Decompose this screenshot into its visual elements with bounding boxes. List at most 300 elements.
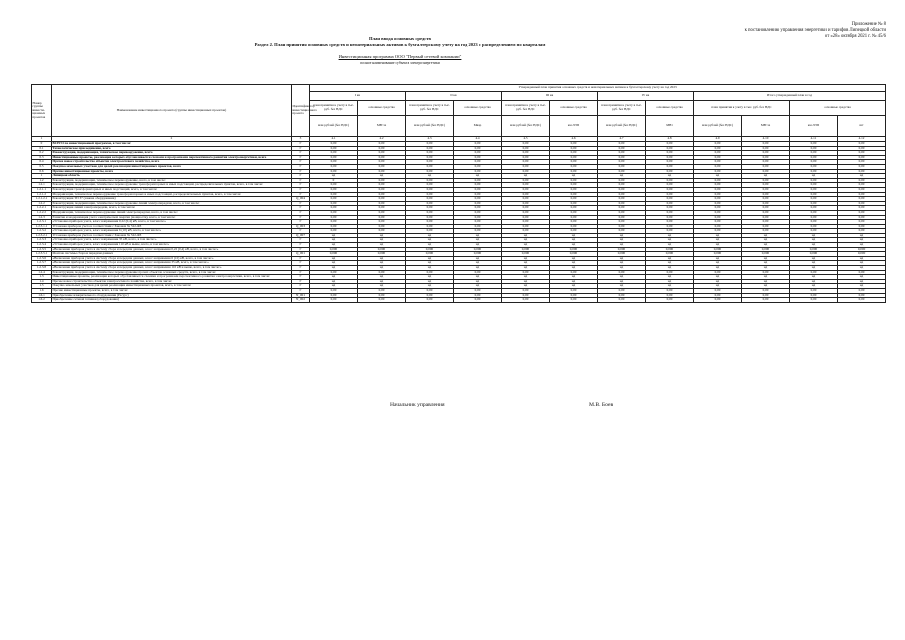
row-ident: Г	[292, 266, 310, 271]
value-cell: 0,00	[358, 197, 406, 202]
value-cell: 0,00	[694, 270, 742, 275]
value-cell: 0,00	[406, 229, 454, 234]
value-cell: 0,00	[838, 210, 886, 215]
value-cell: нд	[694, 174, 742, 179]
value-cell: 0,00	[694, 187, 742, 192]
value-cell: 0,00	[550, 151, 598, 156]
value-cell: 0,00	[694, 289, 742, 294]
value-cell: 0,00	[598, 178, 646, 183]
value-cell: 0,00	[550, 164, 598, 169]
value-cell: 0,00	[310, 298, 358, 303]
value-cell: 0,00	[598, 224, 646, 229]
row-number: 1.5	[32, 284, 52, 289]
value-cell: 0,00	[790, 155, 838, 160]
value-cell: 0,00	[694, 197, 742, 202]
value-cell: 0,00	[694, 146, 742, 151]
value-cell: нд	[358, 266, 406, 271]
value-cell: 0,00	[646, 187, 694, 192]
value-cell: нд	[358, 284, 406, 289]
row-number: 1.2.3.2	[32, 229, 52, 234]
row-number: 1.2.2.2	[32, 210, 52, 215]
value-cell: 0,00	[406, 298, 454, 303]
value-cell: 0,00	[838, 187, 886, 192]
value-cell: нд	[646, 256, 694, 261]
header-quarter: III кв	[502, 92, 598, 101]
plan-table	[31, 84, 886, 303]
value-cell: нд	[790, 256, 838, 261]
value-cell: 0,00	[790, 160, 838, 165]
row-number: 1.2.2.1	[32, 206, 52, 211]
value-cell: 0,00	[454, 142, 502, 147]
value-cell: 0,00	[598, 151, 646, 156]
value-cell: 0,000	[598, 252, 646, 257]
value-cell: нд	[790, 261, 838, 266]
value-cell: 0,00	[598, 183, 646, 188]
value-cell: нд	[598, 275, 646, 280]
header-quarter: II кв	[406, 92, 502, 101]
value-cell: нд	[838, 275, 886, 280]
value-cell: нд	[310, 256, 358, 261]
value-cell: 0,00	[358, 293, 406, 298]
value-cell: 0,00	[646, 201, 694, 206]
value-cell: 0,00	[310, 160, 358, 165]
value-cell: 0,00	[646, 151, 694, 156]
value-cell: 0,00	[358, 201, 406, 206]
row-ident: Г	[292, 215, 310, 220]
row-name: «Установка приборов учета, класс напряжения 35 кВ, всего, в том числе:»	[52, 238, 292, 243]
row-number: 1.2.1	[32, 183, 52, 188]
row-name: Реконструкция, модернизация, техническое перевооружение трансформаторных и иных подстанций, распределительных пунктов, всего, в том числе:	[52, 183, 292, 188]
row-name: Покупка земельных участков для целей реализации инвестиционных проектов, всего, в том числе:	[52, 284, 292, 289]
value-cell: нд	[502, 266, 550, 271]
value-cell: 0,00	[358, 206, 406, 211]
value-cell: 0,00	[838, 142, 886, 147]
value-cell: 0,00	[742, 160, 790, 165]
value-cell: 0,000	[598, 247, 646, 252]
value-cell: 0,00	[694, 142, 742, 147]
value-cell: нд	[790, 174, 838, 179]
value-cell: 0,00	[598, 201, 646, 206]
value-cell: нд	[406, 284, 454, 289]
value-cell: 0,00	[406, 146, 454, 151]
value-cell: 0,00	[646, 229, 694, 234]
value-cell: 0,00	[742, 164, 790, 169]
header-unit: шт	[838, 116, 886, 137]
value-cell: 0,00	[790, 210, 838, 215]
value-cell: нд	[358, 279, 406, 284]
value-cell: 0,00	[550, 142, 598, 147]
value-cell: 0,00	[598, 206, 646, 211]
header-cost: план принятия к учету в тыс. руб. без НДС	[694, 101, 790, 116]
value-cell: 0,00	[742, 215, 790, 220]
value-cell: нд	[358, 233, 406, 238]
value-cell: 0,00	[358, 178, 406, 183]
value-cell: нд	[838, 256, 886, 261]
row-number: 1.2.1.1	[32, 187, 52, 192]
value-cell: нд	[454, 275, 502, 280]
value-cell: 0,00	[790, 229, 838, 234]
value-cell: нд	[742, 261, 790, 266]
value-cell: 0,00	[694, 178, 742, 183]
row-ident: Г	[292, 155, 310, 160]
value-cell: 0,00	[838, 298, 886, 303]
value-cell: 0,00	[598, 142, 646, 147]
header-unit: млн рублей (без НДС)	[502, 116, 550, 137]
row-ident: Г	[292, 279, 310, 284]
value-cell: 0,00	[454, 146, 502, 151]
value-cell: нд	[550, 243, 598, 248]
value-cell: нд	[454, 279, 502, 284]
row-name: Реконструкция трансформаторных и иных подстанций, всего, в том числе:	[52, 187, 292, 192]
value-cell: 0,00	[598, 155, 646, 160]
value-cell: 0,00	[550, 187, 598, 192]
row-number: 0.2	[32, 151, 52, 156]
value-cell: нд	[502, 284, 550, 289]
value-cell: 0,00	[598, 229, 646, 234]
value-cell: 0,00	[838, 178, 886, 183]
value-cell: нд	[694, 284, 742, 289]
value-cell: 0,00	[742, 206, 790, 211]
value-cell: 0,00	[502, 187, 550, 192]
value-cell: 0,00	[406, 187, 454, 192]
table-row	[32, 298, 886, 303]
value-cell: нд	[790, 275, 838, 280]
value-cell: 0,00	[742, 270, 790, 275]
value-cell: 0,00	[646, 298, 694, 303]
column-number-cell: 2	[52, 137, 292, 142]
value-cell: нд	[742, 256, 790, 261]
value-cell: 0,00	[358, 210, 406, 215]
header-total: Итого утвержденный план в год	[694, 92, 886, 101]
value-cell: 0,00	[742, 210, 790, 215]
value-cell: 0,00	[502, 164, 550, 169]
value-cell: нд	[358, 275, 406, 280]
value-cell: 0,00	[646, 169, 694, 174]
value-cell: нд	[454, 233, 502, 238]
value-cell: 0,00	[838, 224, 886, 229]
value-cell: 0,00	[598, 187, 646, 192]
value-cell: нд	[454, 256, 502, 261]
appendix-block	[686, 22, 886, 40]
value-cell: 0,00	[838, 192, 886, 197]
row-name: Реконструкция, модернизация, техническое перевооружение, всего, в том числе:	[52, 178, 292, 183]
value-cell: 0,000	[454, 247, 502, 252]
value-cell: нд	[598, 233, 646, 238]
row-number: 1.2.3.3	[32, 238, 52, 243]
value-cell: 0,00	[790, 298, 838, 303]
value-cell: нд	[694, 238, 742, 243]
value-cell: 0,00	[550, 178, 598, 183]
column-number-cell: 4.9	[694, 137, 742, 142]
value-cell: нд	[646, 275, 694, 280]
value-cell: 0,00	[742, 224, 790, 229]
value-cell: нд	[550, 174, 598, 179]
value-cell: 0,00	[502, 220, 550, 225]
value-cell: 0,00	[406, 220, 454, 225]
value-cell: 0,00	[406, 178, 454, 183]
appendix-line: Приложение № 8	[851, 22, 886, 27]
value-cell: нд	[358, 256, 406, 261]
value-cell: нд	[502, 174, 550, 179]
value-cell: нд	[646, 266, 694, 271]
row-ident: Q_007	[292, 233, 310, 238]
row-number: 0.1	[32, 146, 52, 151]
value-cell: 0,00	[310, 206, 358, 211]
value-cell: нд	[646, 238, 694, 243]
row-number: 1	[32, 174, 52, 179]
value-cell: 0,00	[838, 293, 886, 298]
value-cell: 0,00	[358, 187, 406, 192]
row-number: 1.2.3.6	[32, 256, 52, 261]
value-cell: 0,00	[310, 183, 358, 188]
column-number-cell: 4.1	[310, 137, 358, 142]
value-cell: нд	[310, 174, 358, 179]
header-row-num: Номер группы инвести-ционных проектов	[32, 85, 52, 137]
value-cell: 0,00	[310, 164, 358, 169]
value-cell: 0,00	[694, 151, 742, 156]
row-name: Реконструкция, модернизация, техническое перевооружение, всего	[52, 151, 292, 156]
value-cell: 0,00	[598, 289, 646, 294]
column-number-cell: 4.4	[454, 137, 502, 142]
value-cell: 0,00	[838, 215, 886, 220]
row-number: 1.2.3	[32, 215, 52, 220]
value-cell: 0,00	[790, 224, 838, 229]
value-cell: 0,00	[646, 178, 694, 183]
value-cell: нд	[454, 174, 502, 179]
value-cell: нд	[646, 284, 694, 289]
value-cell: 0,00	[598, 215, 646, 220]
value-cell: 0,00	[406, 293, 454, 298]
row-ident: Г	[292, 146, 310, 151]
value-cell: 0,000	[502, 247, 550, 252]
row-ident: Г	[292, 164, 310, 169]
row-number: 1.2.3.7	[32, 261, 52, 266]
value-cell: 0,00	[790, 142, 838, 147]
value-cell: 0,00	[454, 224, 502, 229]
value-cell: нд	[790, 233, 838, 238]
value-cell: 0,00	[790, 220, 838, 225]
value-cell: 0,00	[502, 197, 550, 202]
value-cell: нд	[454, 243, 502, 248]
row-ident: Г	[292, 206, 310, 211]
value-cell: 0,00	[838, 164, 886, 169]
row-number: 1.2	[32, 178, 52, 183]
value-cell: 0,00	[694, 183, 742, 188]
value-cell: 0,00	[454, 169, 502, 174]
value-cell: 0,00	[694, 229, 742, 234]
value-cell: 0,00	[790, 192, 838, 197]
value-cell: нд	[742, 243, 790, 248]
value-cell: нд	[502, 238, 550, 243]
value-cell: 0,00	[454, 229, 502, 234]
value-cell: 0,00	[694, 298, 742, 303]
value-cell: 0,00	[358, 220, 406, 225]
value-cell: 0,00	[454, 197, 502, 202]
value-cell: 0,00	[310, 146, 358, 151]
value-cell: 0,000	[694, 247, 742, 252]
title-block	[180, 36, 620, 66]
value-cell: нд	[694, 275, 742, 280]
row-name: Липецкая область	[52, 174, 292, 179]
value-cell: нд	[454, 284, 502, 289]
value-cell: 0,00	[310, 187, 358, 192]
value-cell: 0,00	[502, 229, 550, 234]
row-ident: Г	[292, 247, 310, 252]
row-ident: Г	[292, 192, 310, 197]
value-cell: 0,00	[694, 206, 742, 211]
row-number: 1.2.1.2	[32, 192, 52, 197]
value-cell: нд	[310, 238, 358, 243]
value-cell: нд	[742, 174, 790, 179]
value-cell: нд	[454, 266, 502, 271]
value-cell: 0,00	[598, 197, 646, 202]
value-cell: 0,00	[502, 155, 550, 160]
value-cell: 0,00	[646, 289, 694, 294]
value-cell: 0,00	[406, 164, 454, 169]
column-number-cell: 4.2	[358, 137, 406, 142]
value-cell: нд	[310, 243, 358, 248]
value-cell: нд	[838, 279, 886, 284]
value-cell: нд	[598, 256, 646, 261]
value-cell: нд	[694, 243, 742, 248]
value-cell: 0,00	[310, 197, 358, 202]
value-cell: нд	[406, 266, 454, 271]
value-cell: нд	[694, 279, 742, 284]
value-cell: нд	[646, 243, 694, 248]
value-cell: 0,000	[550, 247, 598, 252]
value-cell: 0,00	[454, 183, 502, 188]
value-cell: 0,00	[358, 155, 406, 160]
value-cell: 0,00	[550, 220, 598, 225]
value-cell: 0,00	[694, 220, 742, 225]
value-cell: 0,00	[790, 169, 838, 174]
row-ident: Г	[292, 261, 310, 266]
signature-name: М.В. Боев	[589, 402, 614, 408]
row-ident: Г	[292, 256, 310, 261]
row-name: Монтаж системы сбора и передачи данных	[52, 252, 292, 257]
value-cell: 0,00	[406, 215, 454, 220]
value-cell: 0,00	[310, 151, 358, 156]
row-number: 1.2.3.1	[32, 220, 52, 225]
value-cell: нд	[742, 284, 790, 289]
value-cell: 0,00	[502, 298, 550, 303]
value-cell: 0,00	[742, 229, 790, 234]
value-cell: 0,00	[406, 183, 454, 188]
value-cell: 0,00	[550, 206, 598, 211]
value-cell: нд	[694, 233, 742, 238]
value-cell: 0,00	[406, 289, 454, 294]
row-ident: Г	[292, 142, 310, 147]
value-cell: 0,00	[790, 151, 838, 156]
value-cell: 0,00	[502, 210, 550, 215]
value-cell: 0,00	[502, 206, 550, 211]
column-number-cell: 3	[292, 137, 310, 142]
header-cost: план принятия к учету в тыс. руб. без НДС	[598, 101, 646, 116]
value-cell: 0,00	[838, 201, 886, 206]
value-cell: 0,000	[502, 252, 550, 257]
value-cell: 0,00	[406, 169, 454, 174]
value-cell: 0,00	[358, 224, 406, 229]
value-cell: нд	[598, 243, 646, 248]
value-cell: 0,00	[742, 220, 790, 225]
value-cell: 0,00	[646, 142, 694, 147]
value-cell: 0,00	[454, 187, 502, 192]
value-cell: 0,00	[454, 289, 502, 294]
value-cell: 0,00	[358, 183, 406, 188]
row-name: «Включение приборов учета в систему сбора и передачи данных, класс напряжения 110 кВ и выше, всего, в том числе:»	[52, 266, 292, 271]
document-subtitle: Раздел 2. План принятия основных средств и нематериальных активов к бухгалтерскому учету на год 2023 с распределением по кварталам	[254, 42, 546, 47]
value-cell: нд	[838, 243, 886, 248]
value-cell: 0,00	[598, 293, 646, 298]
value-cell: 0,000	[742, 247, 790, 252]
row-name: Развитие и модернизация учета электрической энергии (мощности), всего, в том числе:	[52, 215, 292, 220]
column-number-cell: 4.10	[742, 137, 790, 142]
value-cell: 0,00	[550, 160, 598, 165]
row-ident: Г	[292, 169, 310, 174]
row-name: Технологическое присоединение, всего	[52, 146, 292, 151]
value-cell: 0,00	[406, 201, 454, 206]
value-cell: 0,00	[358, 289, 406, 294]
row-name: ВСЕГО по инвестиционной программе, в том числе:	[52, 142, 292, 147]
value-cell: 0,00	[454, 201, 502, 206]
value-cell: нд	[454, 238, 502, 243]
value-cell: 0,000	[406, 252, 454, 257]
value-cell: 0,00	[790, 197, 838, 202]
row-ident: N_002	[292, 298, 310, 303]
row-name: Реконструкция ТП 37 (замена оборудования)	[52, 197, 292, 202]
value-cell: 0,00	[646, 215, 694, 220]
value-cell: нд	[502, 233, 550, 238]
value-cell: 0,00	[406, 270, 454, 275]
value-cell: 0,00	[406, 206, 454, 211]
value-cell: 0,00	[694, 169, 742, 174]
value-cell: нд	[742, 279, 790, 284]
value-cell: 0,00	[694, 215, 742, 220]
header-plan: Утвержденный план принятия основных средств и нематериальных активов к бухгалтерскому учету на год 2023	[310, 85, 886, 92]
row-name: Установка приборов учета в соответствии с Законом № 522-ФЗ	[52, 233, 292, 238]
value-cell: 0,00	[694, 210, 742, 215]
value-cell: нд	[694, 256, 742, 261]
header-ident: Идентификатор инвестиционного проекта	[292, 85, 310, 137]
value-cell: нд	[550, 284, 598, 289]
value-cell: нд	[310, 275, 358, 280]
value-cell: 0,00	[406, 142, 454, 147]
value-cell: 0,000	[358, 252, 406, 257]
value-cell: 0,00	[790, 293, 838, 298]
row-number: 1.6	[32, 289, 52, 294]
value-cell: 0,00	[502, 192, 550, 197]
value-cell: 0,00	[454, 155, 502, 160]
value-cell: 0,00	[550, 201, 598, 206]
row-number: 1.2.3.1.1	[32, 224, 52, 229]
header-unit: млн рублей (без НДС)	[310, 116, 358, 137]
value-cell: 0,00	[502, 293, 550, 298]
value-cell: 0,00	[550, 183, 598, 188]
value-cell: нд	[406, 275, 454, 280]
value-cell: 0,00	[646, 164, 694, 169]
row-number: 1.2.3.8	[32, 266, 52, 271]
value-cell: нд	[838, 266, 886, 271]
value-cell: нд	[310, 284, 358, 289]
value-cell: нд	[358, 174, 406, 179]
value-cell: 0,000	[454, 252, 502, 257]
row-name: Прочее новое строительство объектов электросетевого хозяйства, всего, в том числе:	[52, 279, 292, 284]
value-cell: 0,00	[790, 215, 838, 220]
value-cell: 0,00	[454, 298, 502, 303]
value-cell: 0,00	[790, 146, 838, 151]
value-cell: 0,00	[790, 178, 838, 183]
row-ident: Q_004	[292, 197, 310, 202]
